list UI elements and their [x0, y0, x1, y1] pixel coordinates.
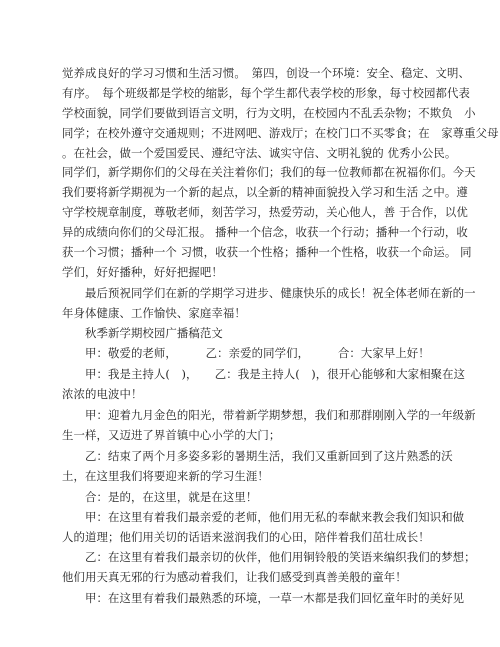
- text-line: 同学们，新学期你们的父母在关注着你们；我们的每一位教师都在祝福你们。今天: [62, 165, 476, 179]
- text-line: 年身体健康、工作愉快、家庭幸福！: [62, 306, 246, 320]
- text-line: 。在社会，做一个爱国爱民、遵纪守法、诚实守信、文明礼貌的 优秀小公民。: [62, 146, 457, 160]
- text-line: 最后预祝同学们在新的学期学习进步、健康快乐的成长！祝全体老师在新的一: [62, 286, 476, 300]
- text-line: 学校面貌，同学们要做到语言文明，行为文明，在校园内不乱丢杂物；不欺负 小: [62, 106, 476, 120]
- text-line: 守学校规章制度，尊敬老师，刻苦学习，热爱劳动，关心他人，善 于合作，以优: [62, 205, 468, 219]
- text-line: 同学；在校外遵守交通规则；不进网吧、游戏厅；在校门口不买零食；在 家尊重父母: [62, 126, 499, 140]
- text-line: 学们，好好播种，好好把握吧！: [62, 265, 223, 279]
- text-line: 异的成绩向你们的父母汇报。 播种一个信念，收获一个行动；播种一个行动，收: [62, 225, 468, 239]
- text-line: 生一样，又迈进了界首镇中心小学的大门；: [62, 428, 281, 442]
- text-line: 甲：我是主持人( )， 乙：我是主持人( )，很开心能够和大家相聚在这: [62, 367, 466, 381]
- text-line: 人的道理；他们用关切的话语来滋润我们的心田，陪伴着我们茁壮成长！: [62, 530, 430, 544]
- text-line: 甲：敬爱的老师， 乙：亲爱的同学们， 合：大家早上好！: [62, 346, 430, 360]
- text-line: 甲：迎着九月金色的阳光，带着新学期梦想，我们和那群刚刚入学的一年级新: [62, 408, 476, 422]
- text-line: 土，在这里我们将要迎来新的学习生涯！: [62, 469, 269, 483]
- text-line: 甲：在这里有着我们最熟悉的环境，一草一木都是我们回忆童年时的美好见: [62, 591, 465, 605]
- text-line: 甲：在这里有着我们最亲爱的老师，他们用无私的奉献来教会我们知识和做: [62, 510, 465, 524]
- text-line: 有序。 每个班级都是学校的缩影，每个学生都代表学校的形象，每寸校园都代表: [62, 86, 470, 100]
- text-line: 觉养成良好的学习习惯和生活习惯。 第四，创设一个环境：安全、稳定、文明、: [62, 66, 470, 80]
- text-line: 我们要将新学期视为一个新的起点，以全新的精神面貌投入学习和生活 之中。遵: [62, 185, 468, 199]
- text-line: 浓浓的电波中！: [62, 387, 143, 401]
- text-line: 他们用天真无邪的行为感动着我们，让我们感受到真善美般的童年！: [62, 570, 407, 584]
- text-line: 合：是的，在这里，就是在这里！: [62, 490, 258, 504]
- text-line: 乙：结束了两个月多姿多彩的暑期生活，我们又重新回到了这片熟悉的沃: [62, 449, 453, 463]
- heading: 秋季新学期校园广播稿范文: [62, 326, 223, 340]
- text-line: 乙：在这里有着我们最亲切的伙伴，他们用铜铃般的笑语来编织我们的梦想；: [62, 550, 476, 564]
- text-line: 获一个习惯；播种一个 习惯，收获一个性格；播种一个性格，收获一个命运。 同: [62, 245, 472, 259]
